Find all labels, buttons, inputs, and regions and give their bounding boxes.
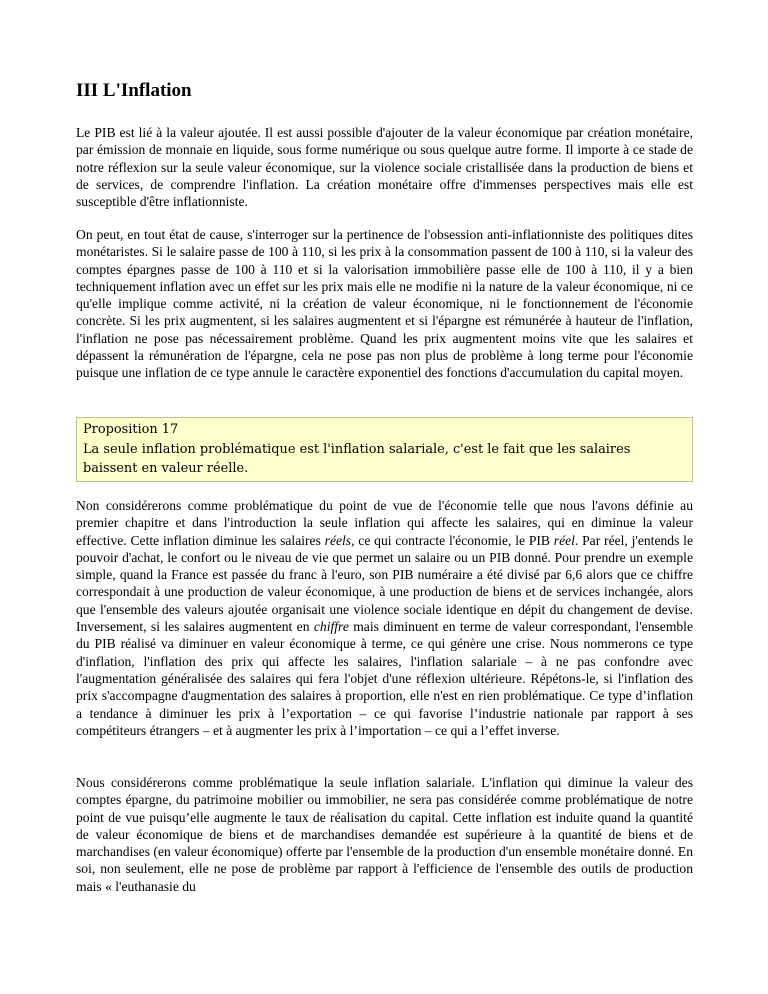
- paragraph-4: Nous considérerons comme problématique la seule inflation salariale. L'inflation qui diminue la valeur des comptes épargne, du patrimoine mobilier ou immobilier, ne sera pas considérée comme problématique de notre point de vue puisqu’elle augmente le taux de réalisation du capital. Cette inflation est induite quand la quantité de valeur économique de biens et de marchandises demandée est supérieure à la quantité de biens et de marchandises (en valeur économique) offerte par l'ensemble de la production d'un ensemble monétaire donné. En soi, non seulement, elle ne pose de problème par rapport à l'efficience de l'ensemble des outils de production mais « l'euthanasie du: [76, 775, 693, 894]
- paragraph-3: [76, 497, 693, 739]
- paragraph-1: Le PIB est lié à la valeur ajoutée. Il est aussi possible d'ajouter de la valeur économique par création monétaire, par émission de monnaie en liquide, sous forme numérique ou sous quelque autre forme. Il importe à ce stade de notre réflexion sur la seule valeur économique, sur la violence sociale cristallisée dans la production de biens et de services, de comprendre l'inflation. La création monétaire offre d'immenses perspectives mais elle est susceptible d'être inflationniste.: [76, 125, 693, 210]
- paragraph-3-text: Non considérerons comme problématique du point de vue de l'économie telle que nous l'avons définie au premier chapitre et dans l'introduction la seule inflation qui affecte les salaires, qui en diminue la valeur effective. Cette inflation diminue les salaires: [76, 498, 693, 548]
- proposition-text: La seule inflation problématique est l'inflation salariale, c'est le fait que les salaires baissent en valeur réelle.: [83, 441, 631, 477]
- emphasis-reels: réels: [324, 532, 352, 548]
- emphasis-chiffre: chiffre: [313, 619, 349, 635]
- paragraph-3-text: , ce qui contracte l'économie, le PIB: [351, 532, 554, 548]
- emphasis-reel: réel: [553, 532, 575, 548]
- proposition-box: [76, 417, 693, 482]
- paragraph-3-text: mais diminuent en terme de valeur correspondant, l'ensemble du PIB réalisé va diminuer en valeur économique à terme, ce qui génère une crise. Nous nommerons ce type d'inflation, l'inflation des prix qui affecte les salaires, l'inflation salariale – à ne pas confondre avec l'augmentation généralisée des salaires qui fera l'objet d'une réflexion ultérieure. Répétons-le, si l'inflation des prix s'accompagne d'augmentation des salaires à proportion, elle n'est en rien problématique. Ce type d’inflation a tendance à diminuer les prix à l’exportation – ce qui favorise l’industrie nationale par rapport à ses compétiteurs étrangers – et à augmenter les prix à l’importation – ce qui a l’effet inverse.: [76, 619, 693, 738]
- section-heading: III L'Inflation: [76, 80, 192, 101]
- paragraph-3-text: . Par réel, j'entends le pouvoir d'achat, le confort ou le niveau de vie que permet un salaire ou un PIB donné. Pour prendre un exemple simple, quand la France est passée du franc à l'euro, son PIB numéraire a été divisé par 6,6 alors que ce chiffre correspondait à une production de valeur économique, à une production de biens et de services inchangée, alors que l'ensemble des valeurs ajoutée organisait une violence sociale identique en dépit du changement de devise. Inversement, si les salaires augmentent en: [76, 532, 693, 635]
- proposition-title: Proposition 17: [83, 422, 179, 437]
- paragraph-2: On peut, en tout état de cause, s'interroger sur la pertinence de l'obsession anti-inflationniste des politiques dites monétaristes. Si le salaire passe de 100 à 110, si les prix à la consommation passent de 100 à 110, si la valeur des comptes épargnes passe de 100 à 110 et si la valorisation immobilière passe elle de 100 à 110, il y a bien techniquement inflation avec un effet sur les prix mais elle ne modifie ni la nature de la valeur économique, ni ce qu'elle implique comme activité, ni la création de valeur économique, ni le fonctionnement de l'économie concrète. Si les prix augmentent, si les salaires augmentent et si l'épargne est rémunérée à hauteur de l'inflation, l'inflation ne pose pas nécessairement problème. Quand les prix augmentent moins vite que les salaires et dépassent la rémunération de l'épargne, cela ne pose pas non plus de problème à long terme pour l'économie puisque une inflation de ce type annule le caractère exponentiel des fonctions d'accumulation du capital moyen.: [76, 227, 693, 381]
